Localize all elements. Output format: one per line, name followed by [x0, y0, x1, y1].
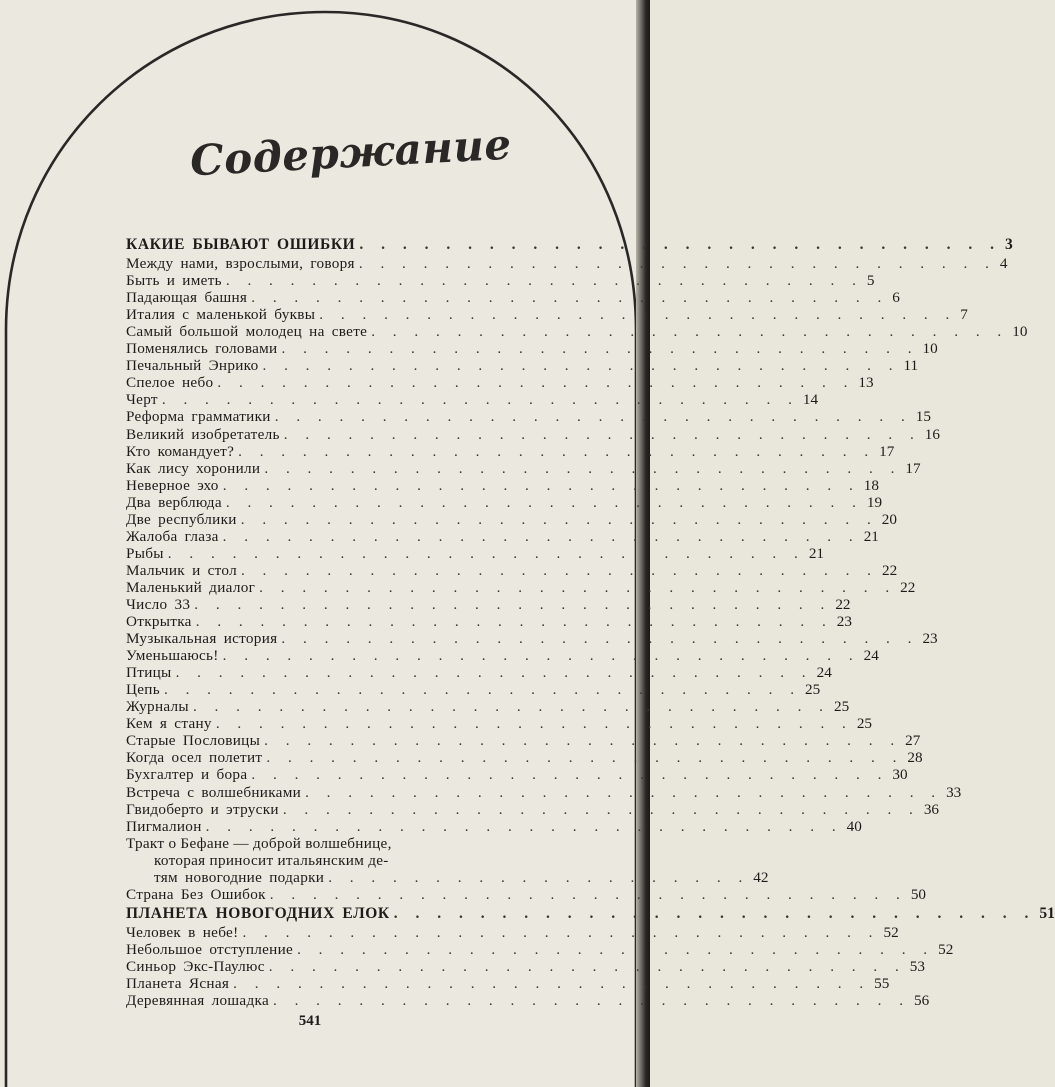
toc-entry-row	[126, 800, 940, 818]
toc-page-number: 3	[1004, 236, 1013, 253]
toc-entry-title: Две республики	[126, 510, 237, 528]
toc-entry-row	[126, 940, 954, 958]
toc-page-number: 5	[866, 272, 875, 290]
dot-leader: . . . . . . . . . . . . . . . . . . . . . . . . . . . . . .	[194, 595, 832, 613]
dot-leader: . . . . . . . . . . . . . . . . . . . . . . . . . . . . . .	[283, 425, 921, 443]
toc-entry-row	[126, 476, 879, 494]
dot-leader: . . . . . . . . . . . . . . . . . . . . . . . . . . . . . .	[222, 476, 860, 494]
dot-leader: . . . . . . . . . . . . . . . . . . . . . . . . . . . . . .	[195, 613, 833, 631]
dot-leader: . . . . . . . . . . . . . . . . . . . . . . . . . . . . . .	[268, 957, 906, 975]
toc-entry-row	[126, 408, 931, 426]
toc-entry-row	[126, 544, 824, 562]
toc-page-number: 36	[923, 800, 940, 818]
toc-entry-row	[126, 391, 819, 409]
dot-leader: . . . . . . . . . . . . . . . . . . . . . . . . . . . . . .	[282, 800, 920, 818]
toc-page-number: 17	[905, 459, 921, 477]
dot-leader: . . . . . . . . . . . . . . . . . . . . . . . . . . . . . .	[242, 923, 880, 941]
toc-entry-title: Самый большой молодец на свете	[126, 323, 368, 341]
toc-entry-title: Рыбы	[126, 544, 164, 562]
dot-leader: . . . . . . . . . . . . . . . . . . . . . . . . . . . . . .	[264, 459, 902, 477]
toc-entry-title: Кто командует?	[126, 442, 235, 460]
dot-leader: . . . . . . . . . . . . . . . . . . . . . . . . . . . . . .	[358, 255, 996, 273]
toc-entry-row	[126, 749, 923, 767]
toc-page-number: 22	[900, 578, 916, 596]
toc-entry-title: Как лису хоронили	[126, 459, 261, 477]
toc-entry-title: Человек в небе!	[126, 923, 239, 941]
toc-entry-title: Печальный Энрико	[126, 357, 259, 375]
toc-entry-row	[126, 766, 908, 784]
toc-entry-title: Когда осел полетит	[126, 749, 263, 767]
toc-entry-title: Встреча с волшебниками	[126, 783, 302, 801]
dot-leader: . . . . . . . . . . . . . . . . . . . . . . . . . . . . . .	[262, 357, 900, 375]
toc-entry-title-line1: Тракт о Бефане — доброй волшебнице,	[126, 834, 392, 852]
toc-entry-title: ПЛАНЕТА НОВОГОДНИХ ЕЛОК	[126, 904, 390, 922]
toc-entry-title: Поменялись головами	[126, 340, 278, 358]
toc-entry-row	[126, 527, 879, 545]
toc-page-number: 55	[874, 975, 890, 993]
toc-entry-row	[126, 374, 874, 392]
toc-entry-title: Между нами, взрослыми, говоря	[126, 255, 355, 273]
toc-entry-title: Старые Пословицы	[126, 732, 261, 750]
dot-leader: . . . . . . . . . . . . . . . . . . . . . . . . . . . . . .	[161, 391, 799, 409]
toc-page-number: 28	[907, 749, 923, 767]
toc-entry-title: Цепь	[126, 681, 160, 699]
dot-leader: . . . . . . . . . . . . . . . . . . . . . . . . . . . . . .	[215, 715, 853, 733]
toc-entry-title: Птицы	[126, 664, 172, 682]
toc-page-number: 22	[835, 595, 851, 613]
toc-entry-title: Италия с маленькой буквы	[126, 306, 316, 324]
dot-leader: . . . . . . . . . . . . . . . . . . . . . . . . . . . . . .	[233, 975, 871, 993]
toc-entry-title: КАКИЕ БЫВАЮТ ОШИБКИ	[126, 236, 356, 253]
toc-entry-row	[126, 975, 890, 993]
toc-entry-row	[126, 595, 851, 613]
dot-leader: . . . . . . . . . . . . . . . . . . . . . . . . . . . . . .	[297, 940, 935, 958]
toc-entry-row	[126, 647, 879, 665]
dot-leader: . . . . . . . . . . . . . . . . . . . . . . . . . . . . . .	[222, 527, 860, 545]
toc-section-row	[126, 236, 1013, 253]
toc-entry-title: Быть и иметь	[126, 272, 222, 290]
dot-leader: . . . . . . . . . . . . . . . . . . . . . . . . . . . . . .	[251, 766, 889, 784]
dot-leader: . . . . . . . . . . . . . . . . . . . . . . . . . . . . . .	[251, 289, 889, 307]
toc-entry-row	[126, 442, 895, 460]
toc-entry-title: Страна Без Ошибок	[126, 885, 266, 903]
toc-page-number: 56	[914, 992, 930, 1010]
dot-leader: . . . . . . . . . . . . . . . . . . . .	[328, 868, 750, 886]
toc-entry-row	[126, 957, 925, 975]
toc-page-number: 52	[883, 923, 899, 941]
toc-entry-title: Пигмалион	[126, 817, 202, 835]
dot-leader: . . . . . . . . . . . . . . . . . . . . . . . . . . . . . .	[266, 749, 904, 767]
dot-leader: . . . . . . . . . . . . . . . . . . . . . . . . . . . . . .	[259, 578, 897, 596]
toc-entry-title: Черт	[126, 391, 158, 409]
page-number: 541	[298, 1013, 322, 1029]
dot-leader: . . . . . . . . . . . . . . . . . . . . . . . . . . . . . .	[217, 374, 855, 392]
toc-page-number: 25	[804, 681, 821, 699]
dot-leader: . . . . . . . . . . . . . . . . . . . . . . . . . . . . . .	[264, 732, 902, 750]
dot-leader: . . . . . . . . . . . . . . . . . . . . . . . . . . . . . .	[272, 992, 910, 1010]
toc-page-number: 6	[892, 289, 900, 307]
toc-page-number: 23	[922, 630, 938, 648]
toc-entry-title: Деревянная лошадка	[126, 992, 269, 1010]
dot-leader: . . . . . . . . . . . . . . . . . . . . . . . . . . . . . .	[163, 681, 801, 699]
toc-entry-title: Неверное эхо	[126, 476, 219, 494]
toc-page-number: 16	[924, 425, 940, 443]
toc-page-number: 19	[866, 493, 883, 511]
toc-entry-title: Музыкальная история	[126, 630, 278, 648]
dot-leader: . . . . . . . . . . . . . . . . . . . . . . . . . . . . . .	[281, 630, 919, 648]
toc-page-number: 7	[960, 306, 968, 324]
toc-entry-row	[126, 323, 1028, 341]
toc-page-number: 13	[858, 374, 874, 392]
toc-entry-row	[126, 630, 938, 648]
dot-leader: . . . . . . . . . . . . . . . . . . . . . . . . . . . . . .	[225, 493, 863, 511]
toc-page-number: 52	[938, 940, 954, 958]
dot-leader: . . . . . . . . . . . . . . . . . . . . . . . . . . . . . .	[222, 647, 860, 665]
toc-page-number: 25	[856, 715, 873, 733]
toc-page-number: 24	[816, 664, 832, 682]
toc-entry-row-multiline	[126, 834, 769, 886]
toc-entry-row	[126, 459, 921, 477]
toc-entry-title: Гвидоберто и этруски	[126, 800, 279, 818]
toc-entry-title: Число 33	[126, 595, 191, 613]
table-of-contents	[126, 234, 1055, 1010]
toc-page-number: 21	[863, 527, 879, 545]
toc-entry-title-line2: которая приносит итальянским де-	[154, 851, 389, 869]
toc-entry-row	[126, 510, 897, 528]
toc-page-number: 42	[753, 868, 769, 886]
toc-page-number: 21	[808, 544, 824, 562]
toc-page-number: 30	[892, 766, 908, 784]
dot-leader: . . . . . . . . . . . . . . . . . . . . . . . . . . . . . .	[240, 561, 878, 579]
toc-entry-title: Спелое небо	[126, 374, 214, 392]
toc-entry-title: Журналы	[126, 698, 189, 716]
toc-entry-title: Бухгалтер и бора	[126, 766, 248, 784]
toc-entry-title: Падающая башня	[126, 289, 248, 307]
toc-entry-title: Реформа грамматики	[126, 408, 271, 426]
toc-section-row	[126, 904, 1055, 922]
toc-entry-title: Небольшое отступление	[126, 940, 294, 958]
toc-page-number: 40	[846, 817, 862, 835]
toc-entry-title: Планета Ясная	[126, 975, 230, 993]
toc-entry-row	[126, 272, 875, 290]
dot-leader: . . . . . . . . . . . . . . . . . . . . . . . . . . . . . .	[192, 698, 830, 716]
toc-page-number: 33	[946, 783, 962, 801]
toc-entry-row	[126, 885, 926, 903]
toc-page-number: 53	[909, 957, 925, 975]
toc-page-number: 14	[802, 391, 819, 409]
dot-leader: . . . . . . . . . . . . . . . . . . . . . . . . . . . . . .	[281, 340, 919, 358]
toc-entry-row	[126, 923, 899, 941]
toc-entry-row	[126, 561, 898, 579]
dot-leader: . . . . . . . . . . . . . . . . . . . . . . . . . . . . . .	[305, 783, 943, 801]
toc-entry-row	[126, 681, 821, 699]
toc-entry-row	[126, 340, 938, 358]
toc-entry-row	[126, 992, 930, 1010]
toc-page-number: 10	[922, 340, 938, 358]
dot-leader: . . . . . . . . . . . . . . . . . . . . . . . . . . . . . .	[240, 510, 878, 528]
dot-leader: . . . . . . . . . . . . . . . . . . . . . . . . . . . . . .	[225, 272, 863, 290]
toc-entry-title: Жалоба глаза	[126, 527, 219, 545]
toc-entry-title: Маленький диалог	[126, 578, 256, 596]
dot-leader: . . . . . . . . . . . . . . . . . . . . . . . . . . . . . .	[269, 885, 907, 903]
toc-page-number: 17	[879, 442, 895, 460]
dot-leader: . . . . . . . . . . . . . . . . . . . . . . . . . . . . . .	[205, 817, 843, 835]
toc-page-number: 4	[999, 255, 1008, 273]
toc-entry-row	[126, 715, 873, 733]
toc-entry-row	[126, 817, 862, 835]
dot-leader: . . . . . . . . . . . . . . . . . . . . . . . . . . . . . .	[175, 664, 813, 682]
toc-entry-row	[126, 664, 832, 682]
toc-entry-row	[126, 698, 850, 716]
toc-entry-row	[126, 578, 916, 596]
toc-page-number: 51	[1039, 904, 1055, 922]
dot-leader: . . . . . . . . . . . . . . . . . . . . . . . . . . . . . .	[359, 236, 1001, 253]
toc-entry-row	[126, 493, 883, 511]
toc-page-number: 24	[863, 647, 879, 665]
toc-entry-row	[126, 783, 962, 801]
toc-entry-row	[126, 255, 1008, 273]
toc-entry-title: Кем я стану	[126, 715, 212, 733]
toc-entry-row	[126, 357, 919, 375]
dot-leader: . . . . . . . . . . . . . . . . . . . . . . . . . . . . . .	[167, 544, 805, 562]
toc-page-number: 20	[881, 510, 897, 528]
dot-leader: . . . . . . . . . . . . . . . . . . . . . . . . . . . . . .	[274, 408, 912, 426]
dot-leader: . . . . . . . . . . . . . . . . . . . . . . . . . . . . . .	[319, 306, 957, 324]
toc-page-number: 11	[903, 357, 919, 375]
dot-leader: . . . . . . . . . . . . . . . . . . . . . . . . . . . . . .	[393, 904, 1036, 922]
page-title: Содержание	[188, 119, 513, 186]
toc-entry-title-line3: тям новогодние подарки	[154, 868, 325, 886]
toc-entry-title: Открытка	[126, 613, 192, 631]
toc-entry-row	[126, 289, 900, 307]
toc-entry-title: Два верблюда	[126, 493, 222, 511]
toc-entry-row	[126, 732, 921, 750]
toc-page-number: 22	[881, 561, 898, 579]
dot-leader: . . . . . . . . . . . . . . . . . . . . . . . . . . . . . .	[238, 442, 876, 460]
toc-entry-title: Синьор Экс-Паулюс	[126, 957, 265, 975]
toc-entry-title: Мальчик и стол	[126, 561, 237, 579]
toc-page-number: 15	[915, 408, 931, 426]
toc-page-number: 10	[1012, 323, 1028, 341]
toc-entry-row	[126, 425, 940, 443]
dot-leader: . . . . . . . . . . . . . . . . . . . . . . . . . . . . . .	[371, 323, 1009, 341]
toc-entry-title: Уменьшаюсь!	[126, 647, 219, 665]
toc-entry-row	[126, 306, 968, 324]
toc-page-number: 27	[905, 732, 921, 750]
toc-page-number: 23	[836, 613, 852, 631]
toc-entry-title: Великий изобретатель	[126, 425, 280, 443]
toc-page-number: 18	[863, 476, 879, 494]
toc-page-number: 50	[910, 885, 926, 903]
toc-entry-row	[126, 613, 852, 631]
toc-page-number: 25	[833, 698, 850, 716]
toc-entry-last-line	[126, 868, 769, 886]
